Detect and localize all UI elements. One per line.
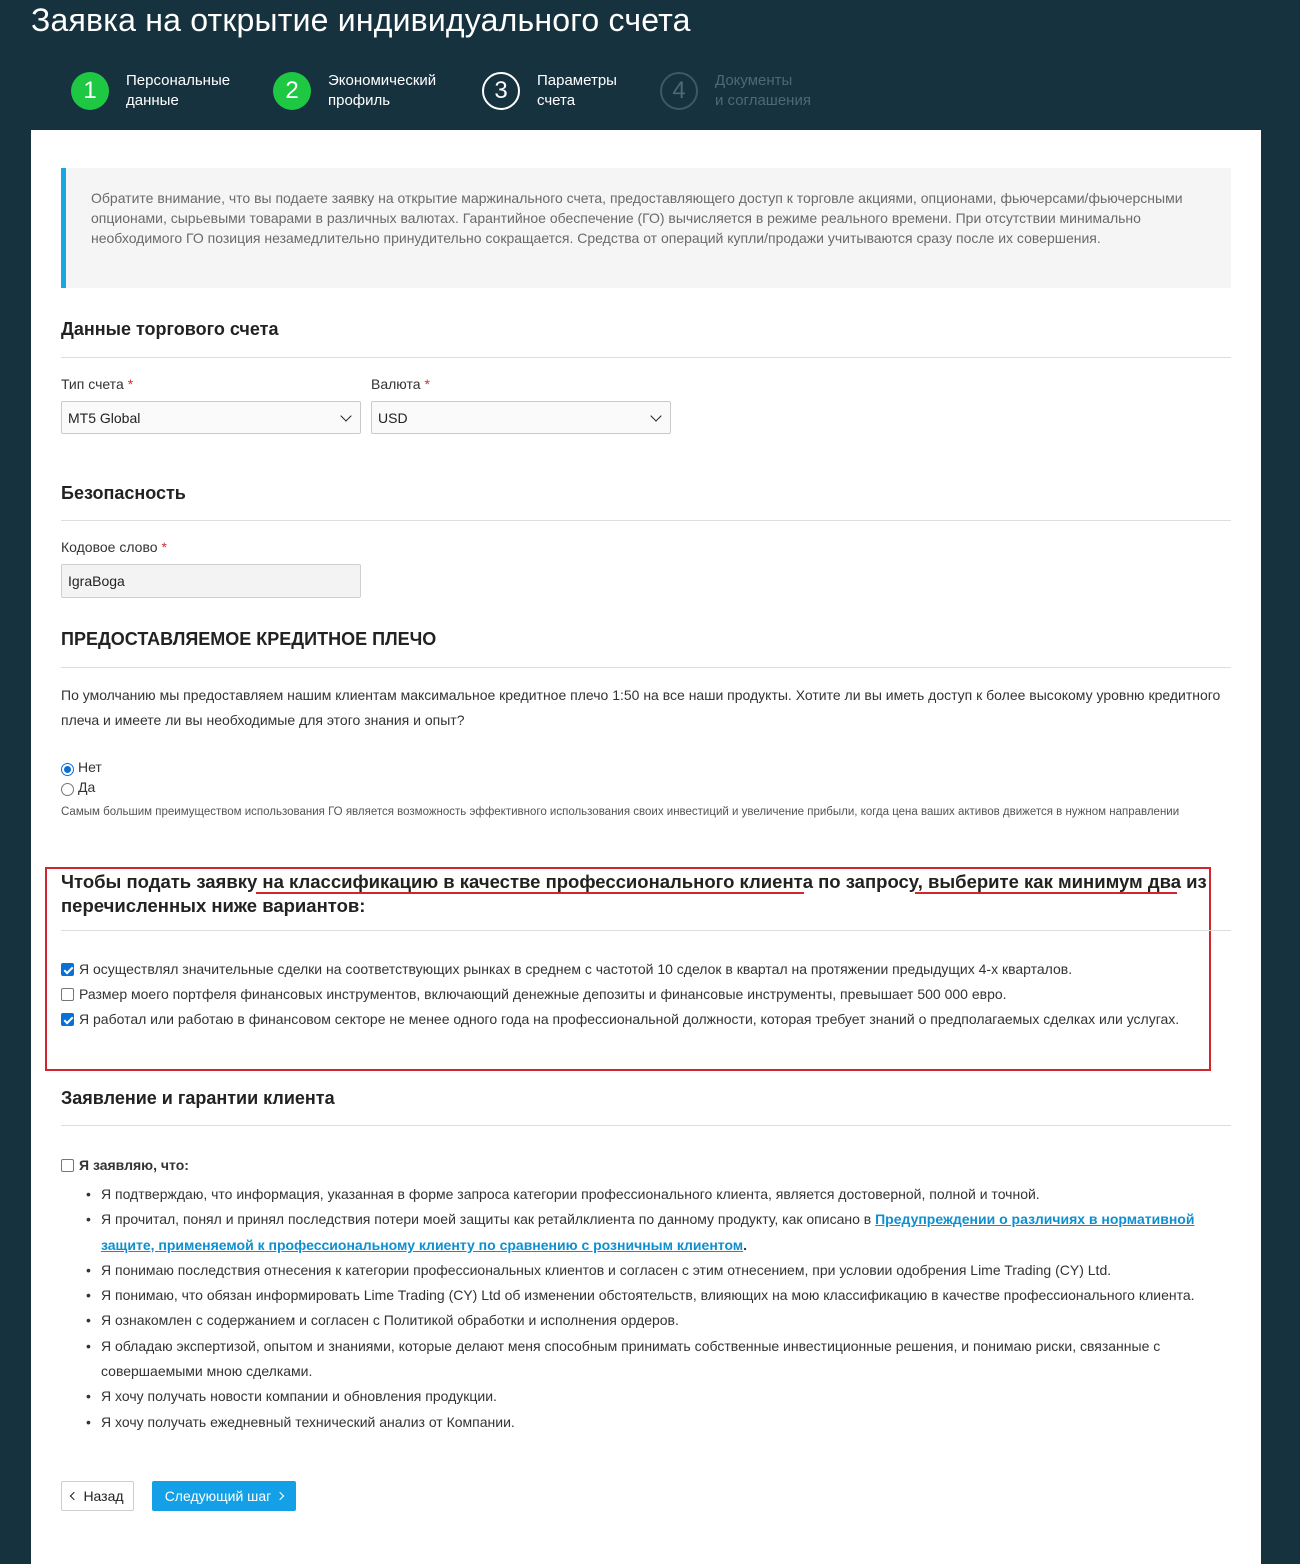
list-item: • Я хочу получать новости компании и обновления продукции. (61, 1384, 1231, 1409)
button-label: Назад (83, 1488, 124, 1504)
warning-link[interactable]: Предупреждении о различиях в нормативной защите, применяемой к профессиональному клиенту по сравнению с розничным клиентом (101, 1211, 1195, 1253)
radio-button[interactable] (61, 783, 74, 796)
declaration-list (61, 1182, 1231, 1435)
radio-label: Да (78, 779, 96, 795)
step-label: Персональные данные (126, 72, 231, 109)
radio-no[interactable] (61, 759, 102, 776)
button-label: Следующий шаг (164, 1488, 272, 1504)
list-item: • Я хочу получать ежедневный технический анализ от Компании. (61, 1410, 1231, 1435)
checkbox[interactable] (61, 988, 74, 1001)
step-label: Параметры счета (537, 72, 617, 109)
leverage-hint: Самым большим преимуществом использования ГО является возможность эффективного использования своих инвестиций и увеличение прибыли, когда цена ваших активов движется в нужном направлении (61, 806, 1180, 818)
red-underline (256, 892, 804, 894)
account-type-select[interactable] (61, 401, 361, 434)
next-step-button[interactable] (152, 1481, 296, 1511)
radio-button[interactable] (61, 763, 74, 776)
checkbox-label: Я заявляю, что: (79, 1157, 189, 1173)
chevron-left-icon (70, 1492, 78, 1500)
section-title-leverage: ПРЕДОСТАВЛЯЕМОЕ КРЕДИТНОЕ ПЛЕЧО (61, 629, 437, 649)
required-mark: * (424, 376, 430, 392)
section-title-declaration: Заявление и гарантии клиента (61, 1088, 335, 1108)
chevron-down-icon (340, 410, 351, 421)
checkbox[interactable] (61, 1013, 74, 1026)
radio-label: Нет (78, 759, 102, 775)
radio-yes[interactable] (61, 779, 95, 796)
list-item: • Я ознакомлен с содержанием и согласен с Политикой обработки и исполнения ордеров. (61, 1308, 1231, 1333)
list-item: • Я подтверждаю, что информация, указанная в форме запроса категории профессионального клиента, является достоверной, полной и точной. (61, 1182, 1231, 1207)
account-type-label (61, 376, 133, 392)
required-mark: * (127, 376, 134, 392)
checkbox-label: Размер моего портфеля финансовых инструментов, включающий денежные депозиты и финансовые инструменты, превышает 500 000 евро. (79, 986, 1007, 1002)
pro-option-1[interactable] (61, 957, 1221, 982)
step-label: Экономический профиль (328, 72, 437, 109)
pro-option-3[interactable] (61, 1007, 1201, 1032)
item-text-end: . (743, 1236, 748, 1253)
step-number: 3 (482, 72, 520, 110)
list-item: • Я понимаю последствия отнесения к категории профессиональных клиентов и согласен с этим отнесением, при условии одобрения Lime Trading (CY) Ltd. (61, 1258, 1231, 1283)
section-title-trading: Данные торгового счета (61, 319, 279, 339)
leverage-text: По умолчанию мы предоставляем нашим клиентам максимальное кредитное плечо 1:50 на все наши продукты. Хотите ли вы иметь доступ к более высокому уровню кредитного плеча и имеете ли вы необходимые для этого знания и опыт? (61, 687, 1221, 728)
divider (61, 930, 1231, 931)
select-value: USD (378, 409, 408, 426)
divider (61, 667, 1231, 668)
checkbox-label: Я работал или работаю в финансовом секторе не менее одного года на профессиональной должности, которая требует знаний о предполагаемых сделках или услугах. (79, 1011, 1180, 1027)
chevron-right-icon (276, 1492, 284, 1500)
checkbox[interactable] (61, 1159, 74, 1172)
step-documents (660, 70, 811, 112)
list-item: • Я обладаю экспертизой, опытом и знаниями, которые делают меня способным принимать собственные инвестиционные решения, и понимаю риски, связанные с совершаемыми мною сделками. (61, 1334, 1231, 1385)
list-item (61, 1207, 1231, 1258)
select-value: MT5 Global (68, 409, 141, 426)
input-value: IgraBoga (68, 573, 125, 589)
form-card (31, 130, 1261, 1564)
item-text: Я прочитал, понял и принял последствия потери моей защиты как ретайлклиента по данному продукту, как описано в (101, 1211, 876, 1228)
margin-notice: Обратите внимание, что вы подаете заявку на открытие маржинального счета, предоставляющего доступ к торговле акциями, опционами, фьючерсами/фьючерсными опционами, сырьевыми товарами в различных валютах. Гарантийное обеспечение (ГО) вычисляется в режиме реального времени. При отсутствии минимально необходимого ГО позиция незамедлительно принудительно сокращается. Средства от операций купли/продажи учитываются сразу после их совершения. (61, 168, 1231, 288)
label-text: Кодовое слово (61, 539, 158, 555)
step-economic-profile[interactable] (273, 70, 436, 112)
red-underline (915, 892, 1177, 894)
code-word-label (61, 539, 167, 555)
divider (61, 520, 1231, 521)
divider (61, 1125, 1231, 1126)
required-mark: * (161, 539, 167, 555)
label-text: Валюта (371, 376, 421, 392)
step-number: 1 (71, 72, 109, 110)
step-label: Документы и соглашения (715, 72, 811, 109)
section-title-security: Безопасность (61, 483, 186, 503)
pro-option-2[interactable] (61, 982, 1221, 1007)
code-word-input[interactable] (61, 564, 361, 598)
currency-select[interactable] (371, 401, 671, 434)
professional-heading: Чтобы подать заявку на классификацию в качестве профессионального клиента по запросу, выберите как минимум два из перечисленных ниже вариантов: (61, 871, 1207, 916)
label-text: Тип счета (61, 376, 124, 392)
step-number: 4 (660, 72, 698, 110)
back-button[interactable] (61, 1481, 134, 1511)
checkbox[interactable] (61, 963, 74, 976)
step-account-parameters[interactable] (482, 70, 617, 112)
chevron-down-icon (650, 410, 661, 421)
checkbox-label: Я осуществлял значительные сделки на соответствующих рынках в среднем с частотой 10 сделок в квартал на протяжении предыдущих 4-х кварталов. (79, 961, 1073, 977)
list-item: • Я понимаю, что обязан информировать Lime Trading (CY) Ltd об изменении обстоятельств, влияющих на мою классификацию в качестве профессионального клиента. (61, 1283, 1231, 1308)
declaration-checkbox[interactable] (61, 1153, 189, 1178)
page-title: Заявка на открытие индивидуального счета (31, 2, 691, 38)
currency-label (371, 376, 430, 392)
divider (61, 357, 1231, 358)
step-personal-data[interactable] (71, 70, 230, 112)
step-number: 2 (273, 72, 311, 110)
